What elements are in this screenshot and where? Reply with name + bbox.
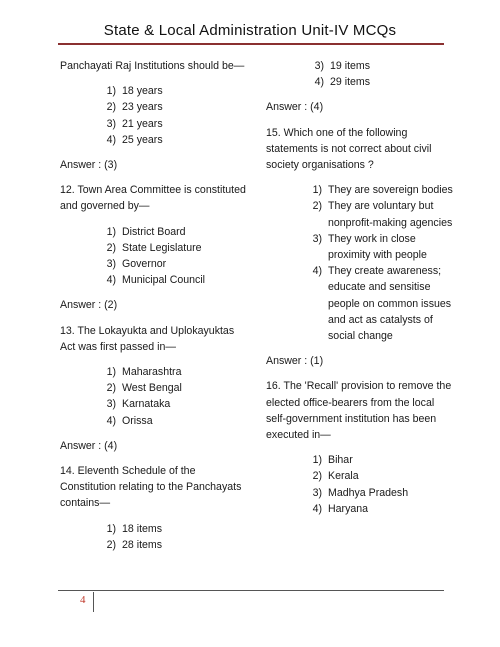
option-number: 3) xyxy=(312,232,322,245)
option-text: 18 years xyxy=(122,85,163,98)
option-text: Kerala xyxy=(328,470,359,483)
option-text: Bihar xyxy=(328,454,353,467)
option-number: 1) xyxy=(312,454,322,467)
option-number: 1) xyxy=(312,184,322,197)
option-number: 2) xyxy=(312,200,322,213)
option-number: 4) xyxy=(312,502,322,515)
option-number: 4) xyxy=(106,133,116,146)
question-13-options xyxy=(100,364,250,429)
option-number: 3) xyxy=(106,398,116,411)
option-number: 1) xyxy=(106,366,116,379)
option-item xyxy=(100,132,250,148)
option-number: 2) xyxy=(312,470,322,483)
answer-11: Answer : (3) xyxy=(60,159,118,172)
option-text: Orissa xyxy=(122,414,153,427)
question-16-options xyxy=(306,452,456,517)
option-text: 23 years xyxy=(122,101,163,114)
option-number: 4) xyxy=(106,274,116,287)
question-11-text: Panchayati Raj Institutions should be— xyxy=(60,60,245,72)
option-text: 25 years xyxy=(122,133,163,146)
option-text: Maharashtra xyxy=(122,366,182,379)
option-text: 21 years xyxy=(122,117,163,130)
option-item xyxy=(100,256,250,272)
option-text: They are sovereign bodies xyxy=(328,184,453,197)
option-number: 4) xyxy=(312,265,322,278)
option-item xyxy=(306,198,456,230)
question-16-text: 16. The 'Recall' provision to remove the elected office-bearers from the local self-government institution has been executed in— xyxy=(266,380,452,442)
question-15-text: 15. Which one of the following statements is not correct about civil society organisations ? xyxy=(266,126,432,172)
option-text: 19 items xyxy=(330,60,371,72)
question-11-options xyxy=(100,83,250,148)
option-item xyxy=(306,501,456,517)
option-text: Haryana xyxy=(328,502,369,515)
option-number: 1) xyxy=(106,85,116,98)
option-item xyxy=(308,58,456,74)
option-item xyxy=(306,231,456,263)
option-item xyxy=(306,452,456,468)
option-item xyxy=(100,396,250,412)
option-number: 2) xyxy=(106,538,116,551)
option-text: District Board xyxy=(122,225,186,238)
left-column xyxy=(60,58,250,562)
option-text: West Bengal xyxy=(122,382,182,395)
option-number: 3) xyxy=(312,486,322,499)
footer-divider xyxy=(93,592,94,612)
option-item xyxy=(100,83,250,99)
option-text: They are voluntary but nonprofit-making agencies xyxy=(328,200,453,229)
option-number: 1) xyxy=(106,522,116,535)
option-number: 2) xyxy=(106,241,116,254)
option-item xyxy=(100,116,250,132)
option-item xyxy=(306,263,456,344)
option-item xyxy=(306,182,456,198)
option-item xyxy=(100,364,250,380)
answer-13: Answer : (4) xyxy=(60,439,118,452)
answer-15: Answer : (1) xyxy=(266,355,324,368)
option-text: Governor xyxy=(122,258,167,271)
option-number: 2) xyxy=(106,101,116,114)
option-text: State Legislature xyxy=(122,241,202,254)
option-text: Karnataka xyxy=(122,398,171,411)
option-item xyxy=(308,74,456,90)
question-15-options xyxy=(306,182,456,344)
option-number: 3) xyxy=(106,258,116,271)
option-text: They work in close proximity with people xyxy=(328,232,427,262)
header-rule xyxy=(58,43,444,45)
question-13-text: 13. The Lokayukta and Uplokayuktas Act was first passed in— xyxy=(60,324,235,353)
question-14-text: 14. Eleventh Schedule of the Constitution relating to the Panchayats contains— xyxy=(60,465,242,510)
page-header-title: State & Local Administration Unit-IV MCQs xyxy=(103,22,397,39)
option-text: 18 items xyxy=(122,522,163,535)
option-text: They create awareness; educate and sensitise people on common issues and act as catalysts of social change xyxy=(328,265,452,343)
option-item xyxy=(100,240,250,256)
option-item xyxy=(100,537,250,553)
option-number: 1) xyxy=(106,225,116,238)
answer-12: Answer : (2) xyxy=(60,299,118,312)
option-item xyxy=(306,468,456,484)
option-item xyxy=(100,413,250,429)
option-item xyxy=(100,380,250,396)
option-number: 2) xyxy=(106,382,116,395)
option-item xyxy=(100,224,250,240)
footer-rule xyxy=(58,590,444,591)
option-item xyxy=(100,272,250,288)
question-14-options xyxy=(100,521,250,553)
answer-14: Answer : (4) xyxy=(266,101,324,114)
question-12-text: 12. Town Area Committee is constituted and governed by— xyxy=(60,184,246,213)
option-number: 4) xyxy=(314,76,324,89)
option-text: 29 items xyxy=(330,76,371,89)
option-number: 4) xyxy=(106,414,116,427)
page-number: 4 xyxy=(80,594,86,606)
question-14-options-continued xyxy=(308,58,456,90)
question-12-options xyxy=(100,224,250,289)
right-column xyxy=(266,58,456,526)
option-item xyxy=(100,99,250,115)
option-text: 28 items xyxy=(122,538,163,551)
option-number: 3) xyxy=(314,60,324,72)
option-text: Madhya Pradesh xyxy=(328,486,409,499)
option-text: Municipal Council xyxy=(122,274,206,287)
option-number: 3) xyxy=(106,117,116,130)
option-item xyxy=(100,521,250,537)
option-item xyxy=(306,485,456,501)
